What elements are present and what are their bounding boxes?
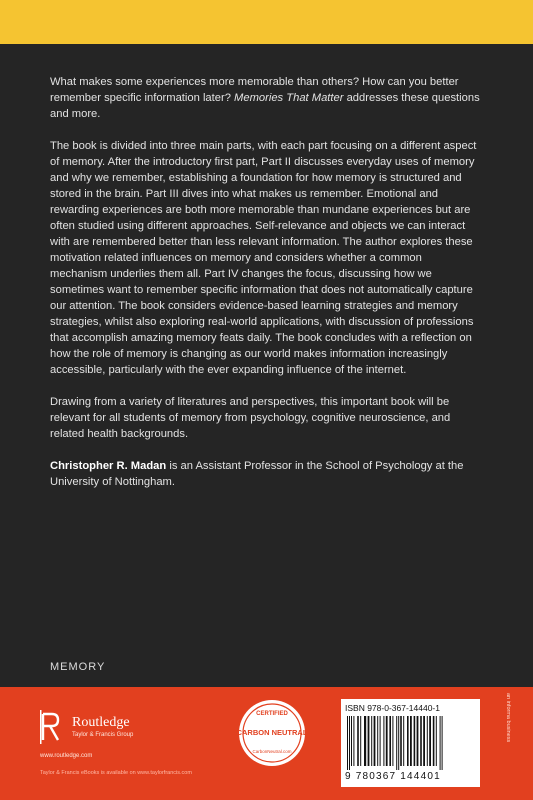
barcode-bar <box>353 716 354 766</box>
barcode-bar <box>407 716 409 766</box>
carbon-neutral-seal-icon <box>236 697 308 769</box>
barcode-bar <box>440 716 441 770</box>
publisher-name: Routledge <box>72 715 130 730</box>
barcode-bar <box>400 716 402 766</box>
barcode-bar <box>374 716 376 766</box>
barcode-bar <box>368 716 370 766</box>
barcode-bar <box>383 716 384 766</box>
publisher-fineprint: Taylor & Francis eBooks is available on www.taylorfrancis.com <box>40 770 192 776</box>
isbn-text: ISBN 978-0-367-14440-1 <box>345 703 440 713</box>
body-paragraph: The book is divided into three main parts, with each part focusing on a different aspect of memory. After the introductory first part, Part II discusses everyday uses of memory and why we remember, establishing a foundation for how memory is structured and stored in the brain. Part III dives into what makes us remember. Emotional and rewarding experiences are both more memorable than mundane experiences but are often studied using different approaches. Self-relevance and objects we can interact with are remembered better than less relevant information. The author explores these motivation related influences on memory and considers whether a common mechanism underlies them all. Part IV changes the focus, discussing how we sometimes want to remember specific information that does not automatically capture our attention. The book considers evidence-based learning strategies and memory strategies, whilst also exploring real-world applications, with discussion of professions that accomplish amazing memory feats daily. The book concludes with a reflection on how the role of memory is changing as our world makes information increasingly accessible, particularly with the ever expanding influence of the internet. <box>50 140 477 376</box>
barcode-bar <box>423 716 425 766</box>
barcode-bar <box>433 716 435 766</box>
routledge-logo-icon <box>40 710 62 744</box>
barcode-bar <box>436 716 437 766</box>
barcode-bar <box>420 716 422 766</box>
barcode-bar <box>398 716 399 770</box>
barcode-bar <box>349 716 350 770</box>
barcode-bar <box>360 716 361 766</box>
barcode-bar <box>377 716 378 766</box>
barcode-bar <box>442 716 443 770</box>
barcode-bar <box>351 716 352 766</box>
intro-paragraph <box>50 74 482 122</box>
barcode-bar <box>364 716 366 766</box>
publisher-url: www.routledge.com <box>40 753 93 759</box>
barcode-number: 9 780367 144401 <box>345 771 441 782</box>
intro-text-a: What makes some experiences more memorable than others? How can you better remember specific information later? <box>50 76 459 104</box>
side-note-text: an informa business <box>505 693 511 743</box>
barcode-bar <box>410 716 412 766</box>
barcode-bar <box>380 716 381 766</box>
author-paragraph <box>50 458 482 490</box>
barcode-bar <box>427 716 428 766</box>
barcode-bar <box>396 716 397 770</box>
barcode-bar <box>371 716 372 766</box>
isbn-barcode <box>341 699 480 787</box>
barcode-bar <box>392 716 393 766</box>
barcode-bar <box>347 716 348 770</box>
barcode-bar <box>386 716 388 766</box>
audience-paragraph: Drawing from a variety of literatures and perspectives, this important book will be relevant for all students of memory from psychology, cognitive neuroscience, and related health backgrounds. <box>50 396 451 440</box>
barcode-bar <box>417 716 419 766</box>
side-note <box>502 693 512 788</box>
barcode-bar <box>357 716 359 766</box>
intro-text-b: addresses these questions and more. <box>50 92 480 120</box>
publisher-brand <box>72 716 133 738</box>
barcode-icon <box>345 716 476 770</box>
barcode-bar <box>429 716 431 766</box>
author-name: Christopher R. Madan <box>50 460 167 472</box>
book-title: Memories That Matter <box>234 92 344 104</box>
seal-top-text: CERTIFIED <box>256 711 288 717</box>
seal-bottom-text: CarbonNeutral.com <box>252 749 292 754</box>
author-bio: is an Assistant Professor in the School of Psychology at the University of Nottingham. <box>50 460 464 488</box>
barcode-bar <box>403 716 404 766</box>
subject-category: MEMORY <box>50 661 106 673</box>
publisher-tagline: Taylor & Francis Group <box>72 732 134 738</box>
seal-middle-text: CARBON NEUTRAL <box>236 728 308 737</box>
barcode-bar <box>414 716 416 766</box>
blurb-content <box>50 74 482 506</box>
barcode-bar <box>389 716 391 766</box>
top-color-band <box>0 0 533 44</box>
